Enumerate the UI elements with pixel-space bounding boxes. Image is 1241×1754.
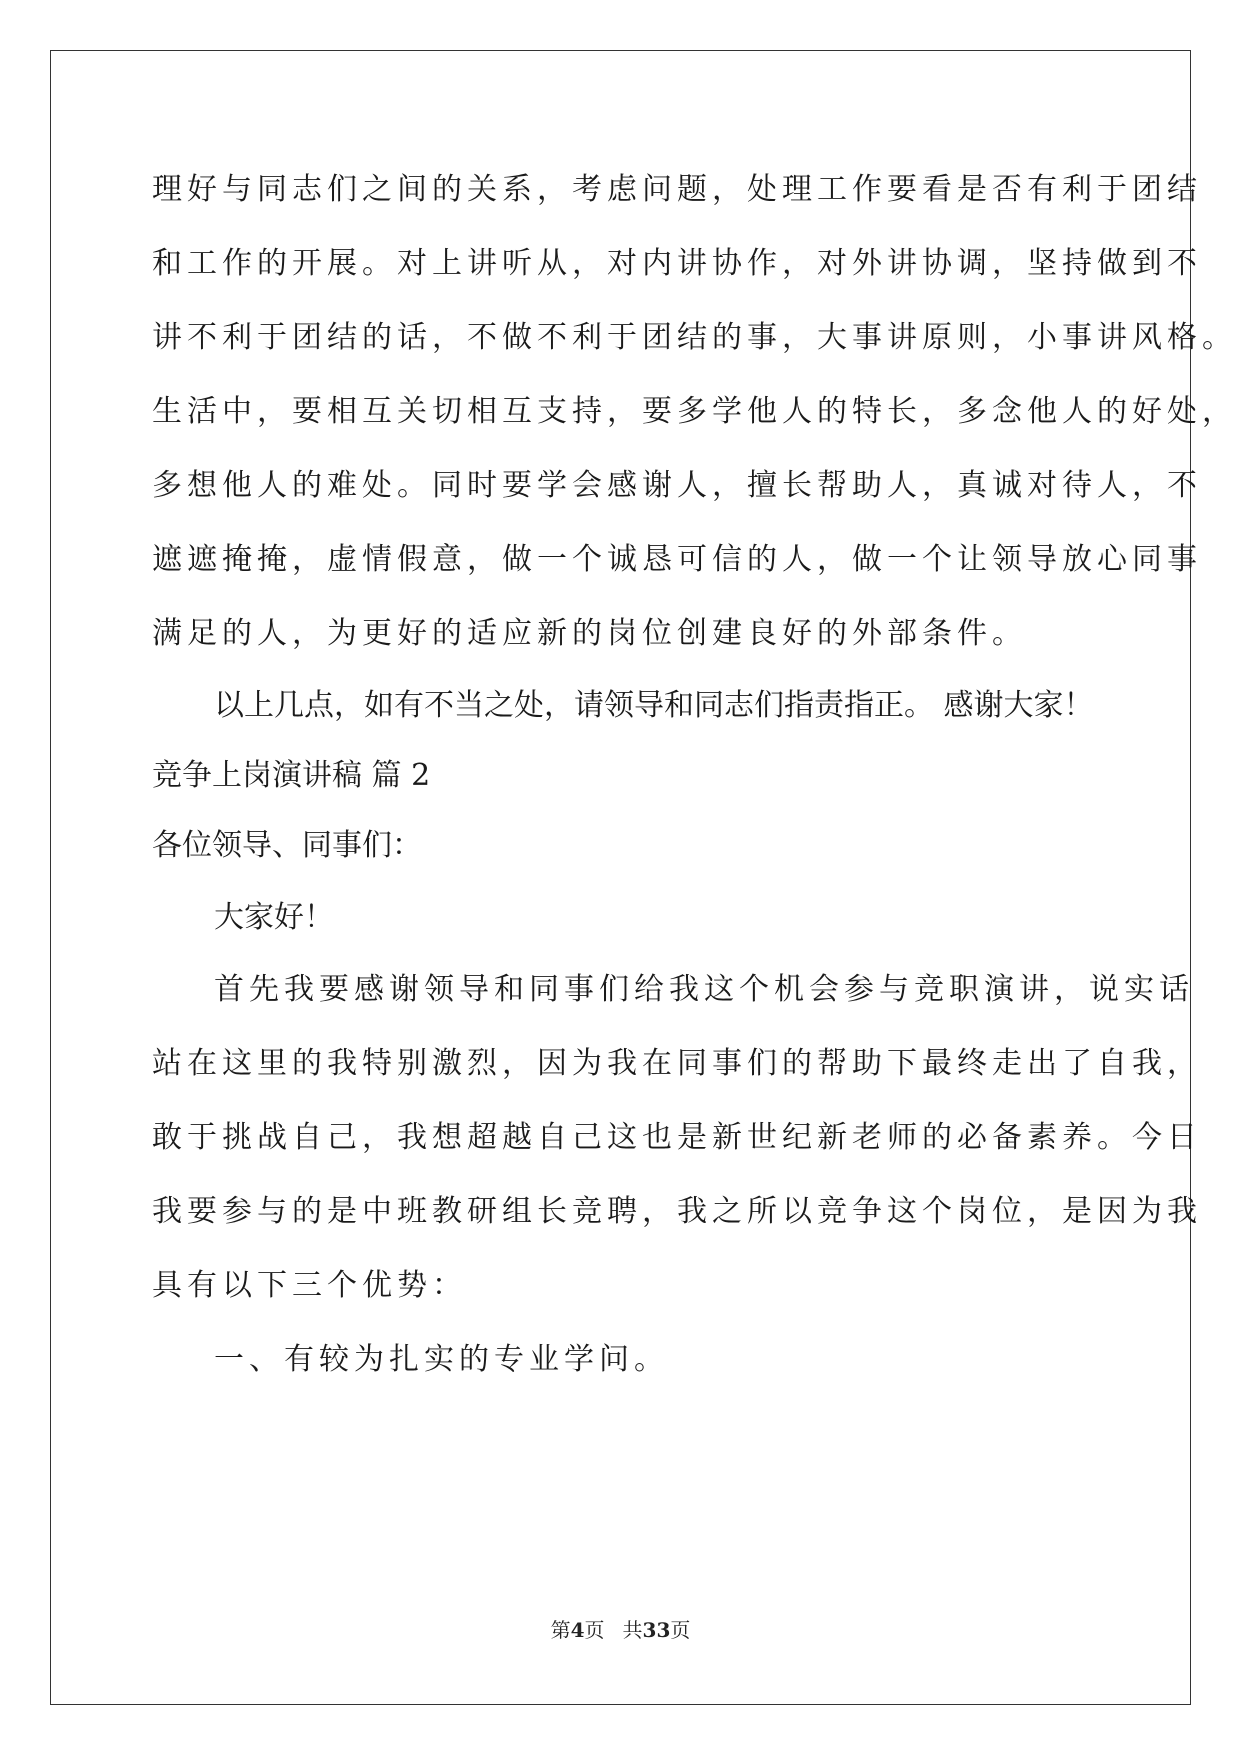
body-line: 遮遮掩掩，虚情假意，做一个诚恳可信的人，做一个让领导放心同事 <box>152 542 1202 577</box>
body-line: 生活中，要相互关切相互支持，要多学他人的特长，多念他人的好处， <box>152 394 1237 429</box>
footer-total-suffix: 页 <box>670 1618 691 1642</box>
current-page-number: 4 <box>570 1618 585 1642</box>
body-line: 讲不利于团结的话，不做不利于团结的事，大事讲原则，小事讲风格。 <box>152 320 1237 355</box>
body-line: 和工作的开展。对上讲听从，对内讲协作，对外讲协调，坚持做到不 <box>152 246 1202 281</box>
greeting: 大家好！ <box>214 900 334 935</box>
body-line: 我要参与的是中班教研组长竞聘，我之所以竞争这个岗位，是因为我 <box>152 1194 1202 1229</box>
body-line: 理好与同志们之间的关系，考虑问题，处理工作要看是否有利于团结 <box>152 172 1202 207</box>
body-line: 具有以下三个优势： <box>152 1268 467 1303</box>
salutation: 各位领导、同事们： <box>152 828 422 863</box>
total-page-count: 33 <box>642 1618 671 1642</box>
body-line: 多想他人的难处。同时要学会感谢人，擅长帮助人，真诚对待人，不 <box>152 468 1202 503</box>
body-line: 敢于挑战自己，我想超越自己这也是新世纪新老师的必备素养。今日 <box>152 1120 1202 1155</box>
list-item: 一、有较为扎实的专业学问。 <box>214 1342 669 1377</box>
page-border <box>50 50 1191 1705</box>
body-line: 满足的人，为更好的适应新的岗位创建良好的外部条件。 <box>152 616 1027 651</box>
body-line: 站在这里的我特别激烈，因为我在同事们的帮助下最终走出了自我， <box>152 1046 1202 1081</box>
closing-paragraph: 以上几点，如有不当之处，请领导和同志们指责指正。 感谢大家！ <box>214 688 1094 723</box>
footer-total-prefix: 共 <box>622 1618 643 1642</box>
footer-prefix: 第 <box>550 1618 571 1642</box>
body-line: 首先我要感谢领导和同事们给我这个机会参与竞职演讲，说实话 <box>214 972 1194 1007</box>
footer-page-suffix: 页 <box>584 1618 605 1642</box>
page-footer <box>0 1617 1241 1643</box>
section-heading: 竞争上岗演讲稿 篇 2 <box>152 758 431 793</box>
